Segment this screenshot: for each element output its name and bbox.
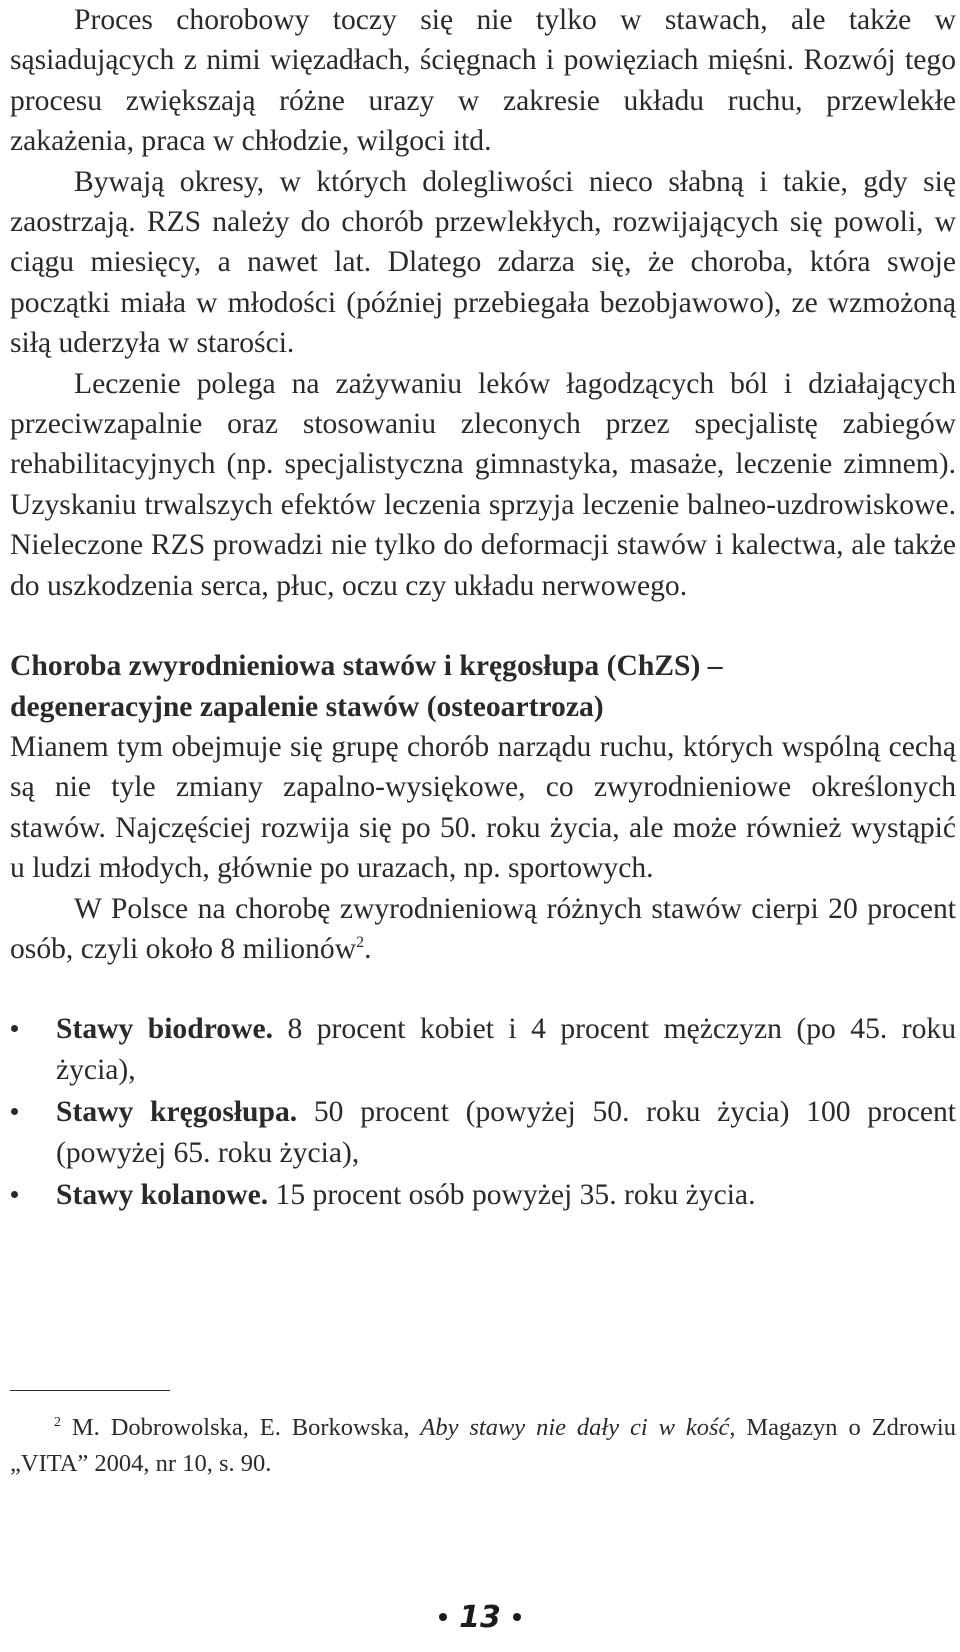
- paragraph-end: .: [364, 932, 372, 965]
- footnote-source: , Magazyn o Zdrowiu „VITA” 2004, nr 10, s. 90.: [10, 1414, 956, 1477]
- paragraph: [10, 889, 956, 970]
- bullet-icon: [10, 1092, 56, 1132]
- list-item-title: Stawy kręgosłupa.: [56, 1096, 298, 1129]
- paragraph: Bywają okresy, w których dolegliwości nieco słabną i takie, gdy się zaostrzają. RZS należy do chorób przewlekłych, rozwijających się powoli, w ciągu miesięcy, a nawet lat. Dlatego zdarza się, że choroba, która swoje początki miała w młodości (później przebiegała bezobjawowo), ze wzmożoną siłą uderzyła w starości.: [10, 165, 956, 360]
- list-item: [10, 1092, 956, 1173]
- footnote-authors: M. Dobrowolska, E. Borkowska,: [61, 1414, 421, 1441]
- list-gap: [10, 969, 956, 1009]
- page-number-text: 13: [459, 1600, 501, 1635]
- bullet-icon: [10, 1009, 56, 1049]
- section-gap: [10, 606, 956, 646]
- list-item-title: Stawy biodrowe.: [56, 1013, 273, 1046]
- section-heading-line: Choroba zwyrodnieniowa stawów i kręgosłupa (ChZS) –: [10, 650, 723, 683]
- section-heading: [10, 646, 956, 727]
- page-number: [0, 1600, 960, 1635]
- footnote-number: 2: [54, 1414, 61, 1430]
- list-item-title: Stawy kolanowe.: [56, 1178, 269, 1211]
- footnote: [10, 1410, 956, 1482]
- list-item-text: 15 procent osób powyżej 35. roku życia.: [268, 1178, 756, 1211]
- paragraph-text: W Polsce na chorobę zwyrodnieniową różnych stawów cierpi 20 procent osób, czyli około 8 milionów: [10, 892, 956, 965]
- paragraph: Proces chorobowy toczy się nie tylko w stawach, ale także w sąsiadujących z nimi więzadłach, ścięgnach i powięziach mięśni. Rozwój tego procesu zwiększają różne urazy w zakresie układu ruchu, przewlekłe zakażenia, praca w chłodzie, wilgoci itd.: [10, 4, 956, 158]
- list-item-text: 50 procent (powyżej 50. roku życia) 100 procent (powyżej 65. roku życia),: [56, 1096, 956, 1169]
- paragraph: Leczenie polega na zażywaniu leków łagodzących ból i działających przeciwzapalnie oraz stosowaniu zleconych przez specjalistę zabiegów rehabilitacyjnych (np. specjalistyczna gimnastyka, masaże, leczenie zimnem). Uzyskaniu trwalszych efektów leczenia sprzyja leczenie balneo-uzdrowiskowe. Nieleczone RZS prowadzi nie tylko do deformacji stawów i kalectwa, ale także do uszkodzenia serca, płuc, oczu czy układu nerwowego.: [10, 367, 956, 602]
- bullet-icon: [513, 1613, 521, 1621]
- paragraph: Mianem tym obejmuje się grupę chorób narządu ruchu, których wspólną cechą są nie tyle zmiany zapalno-wysiękowe, co zwyrodnieniowe określonych stawów. Najczęściej rozwija się po 50. roku życia, ale może również wystąpić u ludzi młodych, głównie po urazach, np. sportowych.: [10, 730, 956, 885]
- list-item: [10, 1009, 956, 1090]
- bullet-icon: [10, 1175, 56, 1215]
- page-body: [10, 0, 956, 1217]
- footnote-ref[interactable]: 2: [356, 934, 365, 952]
- list-item: [10, 1175, 956, 1215]
- bullet-icon: [439, 1613, 447, 1621]
- list-item-text: 8 procent kobiet i 4 procent mężczyzn (po 45. roku życia),: [56, 1013, 956, 1086]
- footnote-divider: [10, 1390, 170, 1391]
- section-heading-line: degeneracyjne zapalenie stawów (osteoartroza): [10, 690, 604, 723]
- footnote-title: Aby stawy nie dały ci w kość: [420, 1414, 730, 1441]
- bullet-list: [10, 1009, 956, 1215]
